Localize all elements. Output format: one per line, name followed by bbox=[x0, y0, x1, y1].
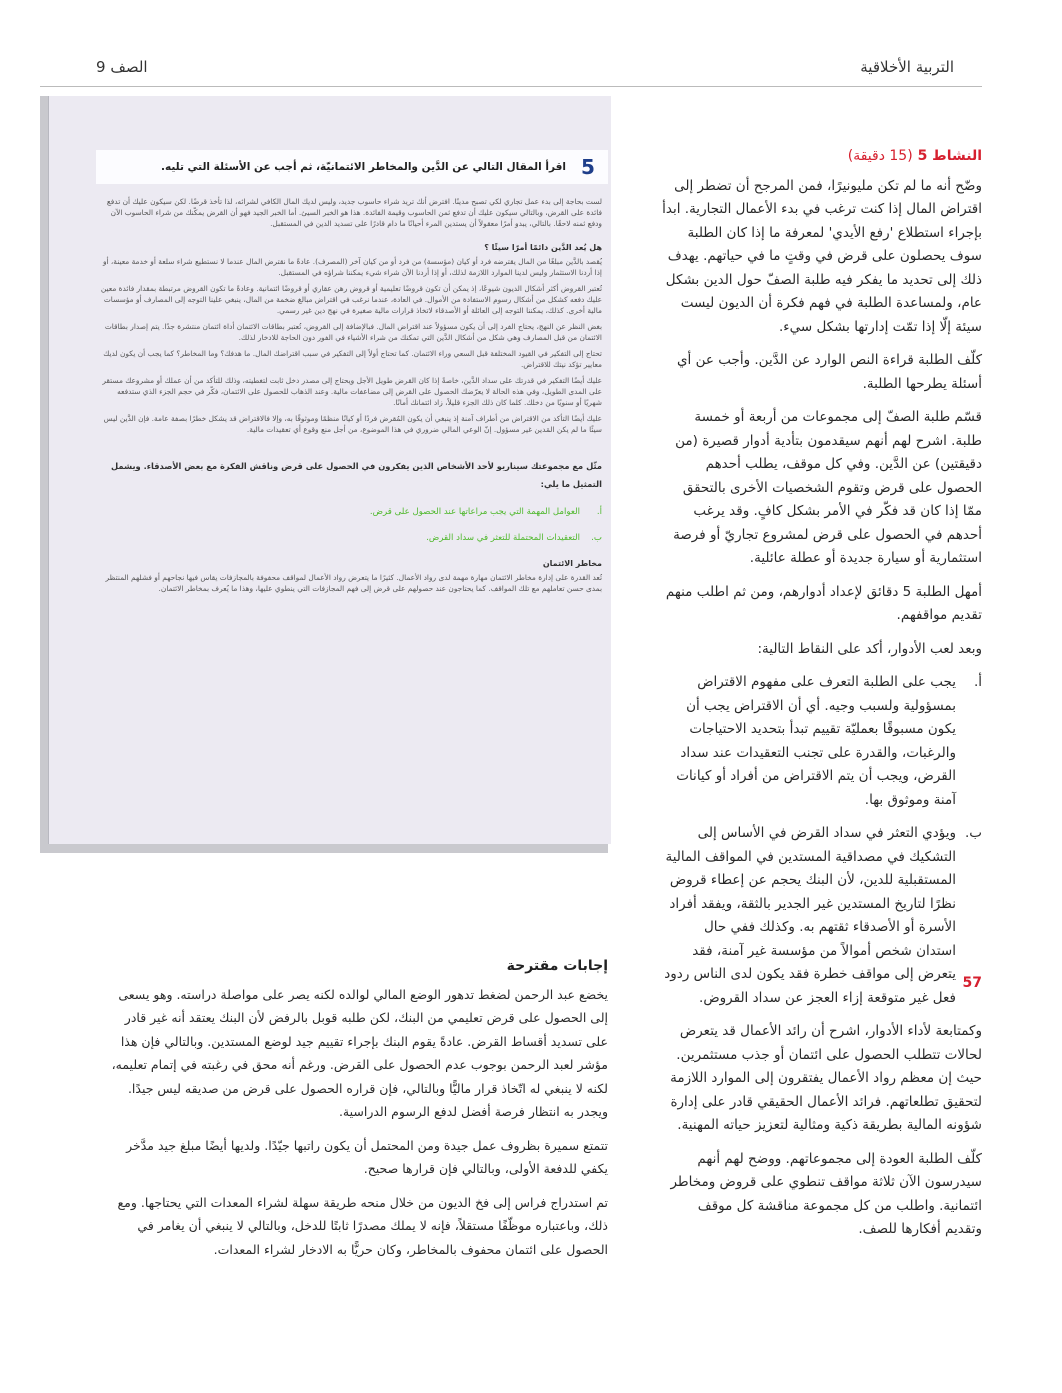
body-paragraph: يُقصد بالدَّين مبلغًا من المال يقترضه فرد أو كيان (مؤسسة) من فرد أو من كيان آخر (المصرف). عادةً ما نقترض المال عندما لا نستطيع شراء سلعة أو خدمة معينة، أو إذا أردنا الاستثمار وليس لدينا الموارد اللازمة لذلك، أو إذا أردنا الآن شراء شيء يمكننا شراؤه في المستقبل. bbox=[102, 257, 602, 277]
points-list bbox=[662, 671, 982, 1010]
page-number: 57 bbox=[962, 975, 982, 991]
activity-paragraph: وبعد لعب الأدوار، أكد على النقاط التالية: bbox=[757, 640, 982, 657]
list-item bbox=[662, 822, 982, 1010]
task-item-marker: ب. bbox=[591, 533, 602, 543]
activity-title: النشاط 5 bbox=[917, 148, 982, 164]
activity-paragraph: أمهل الطلبة 5 دقائق لإعداد أدوارهم، ومن ثم اطلب منهم تقديم مواقفهم. bbox=[665, 583, 982, 623]
subheading-credit-risk: مخاطر الائتمان bbox=[542, 559, 602, 568]
activity-heading bbox=[662, 145, 982, 169]
answer-paragraph: تم استدراج فراس إلى فخ الديون من خلال منحه طريقة سهلة لشراء المعدات التي يحتاجها. ومع ذلك، وباعتباره موظّفًا مستقلاً، فإنه لا يملك مصدرًا ثابتًا للدخل، وبالتالي لا ينبغي أن يغامر في الحصول على ائتمان محفوف بالمخاطر، وكان حريًّا به الادخار لشراء المعدات. bbox=[117, 1194, 608, 1257]
suggested-answers bbox=[108, 955, 608, 1271]
answer-paragraph: يخضع عبد الرحمن لضغط تدهور الوضع المالي لوالده لكنه يصر على مواصلة دراسته. وهو يسعى إلى الحصول على قرض تعليمي من البنك، لكن طلبه قوبل بالرفض لأن البنك يعتقد أنه غير قادر على تسديد أقساط القرض. عادةً يقوم البنك بإجراء تقييم جيد لوضع المستدين. وبالتالي فإن هذا مؤشر لعبد الرحمن بوجوب عدم الحصول على القرض. ورغم أنه محق في رغبته في إتمام تعليمه، لكنه لا ينبغي له اتّخاذ قرار ماليًّا وبالتالي، فإن قراره الحصول على قرض من صديقه ليس جيدًا. ويجدر به انتظار فرصة أفضل لدفع الرسوم الدراسية. bbox=[111, 986, 608, 1119]
header-divider bbox=[40, 86, 982, 87]
intro-paragraph: لست بحاجة إلى بدء عمل تجاري لكي تصبح مدينًا. افترض أنك تريد شراء حاسوب جديد، وليس لديك المال الكافي لشرائه، لذا تأخذ قرضًا. لكن سيكون عليك أن تدفع فائدة على القرض، وبالتالي سيكون عليك أن تدفع ثمن الحاسوب وقيمة الفائدة. هذا هو الخبر السيئ. أما الخبر الجيد فهو أن القرض يمكّنك من شراء الحاسوب الآن ودفع ثمنه لاحقًا. بالتالي، يبدو أمرًا معقولاً أن يستدين المرء أحيانًا ما دام قادرًا على تسديد الدين في المستقبل. bbox=[106, 197, 602, 228]
activity-paragraph: كلّف الطلبة قراءة النص الوارد عن الدَّين. وأجب عن أي أسئلة يطرحها الطلبة. bbox=[676, 352, 982, 392]
subheading-debt: هل يُعد الدَّين دائمًا أمرًا سيئًا ؟ bbox=[484, 243, 602, 252]
answer-paragraph: تتمتع سميرة بظروف عمل جيدة ومن المحتمل أن يكون راتبها جيّدًا. ولديها أيضًا مبلغ جيد مدَّخر يكفي للدفعة الأولى، وبالتالي فإن قرارها صحيح. bbox=[126, 1137, 608, 1176]
task-item bbox=[100, 533, 602, 543]
body-paragraph: عليك أيضًا التأكد من الاقتراض من أطراف آمنة إذ ينبغي أن يكون المُقرض فردًا أو كيانًا منظمًا وموثوقًا به، وإلا فالاقتراض قد يشكل خطرًا بصفة عامة. فإن الدَّين ليس سيئًا ما لم يكن المَدين غير مسؤول. إنّ الوعي المالي ضروري في هذا الموضوع، من أجل منع وقوع أي تعقيدات مالية. bbox=[103, 414, 602, 434]
task-item bbox=[100, 507, 602, 517]
question-text: اقرأ المقال التالي عن الدَّين والمخاطر الائتمانيّة، ثم أجب عن الأسئلة التي تليه. bbox=[161, 161, 566, 173]
subject-title: التربية الأخلاقية bbox=[860, 58, 954, 76]
task-item-marker: أ. bbox=[596, 507, 602, 517]
body-paragraph: تُعتبر القروض أكثر أشكال الديون شيوعًا، إذ يمكن أن تكون قروضًا تعليمية أو قروض رهن عقاري أو قروضًا ائتمانية. وعادةً ما تكون القروض مرتبطة بمقدار فائدة معين عليك دفعه كشكل من أشكال رسوم الاستفادة من الأموال. في العادة، عندما نرغب في اقتراض مبالغ ضخمة من المال، ينبغي علينا التوجه إلى المصارف أو مؤسسات مالية أخرى. كذلك، يمكننا التوجه إلى العائلة أو الأصدقاء لاتخاذ قرارات مالية صغيرة في نهج دين غير رسمي. bbox=[100, 284, 602, 315]
credit-paragraph: تُعد القدرة على إدارة مخاطر الائتمان مهارة مهمة لدى رواد الأعمال. كثيرًا ما يتعرض رواد الأعمال لمواقف محفوفة بالمجازفات يقاس فيها نجاحهم أو فشلهم المنتظر بمدى حسن تعاملهم مع تلك المواقف. كما يحتاجون عند حصولهم على قرض إلى فهم المجازفات التي ينطوي عليها، وهذا ما يُعرف بمخاطر الائتمان. bbox=[105, 573, 602, 593]
list-text: ويؤدي التعثر في سداد القرض في الأساس إلى التشكيك في مصداقية المستدين في المواقف المالية المستقبلية للدين، لأن البنك يحجم عن إعطاء قروض نظرًا لتاريخ المستدين غير الجدير بالثقة، ويفقد أفراد الأسرة أو الأصدقاء ثقتهم به. وكذلك ففي حال استدان شخص أموالاً من مؤسسة غير آمنة، فقد يتعرض إلى مواقف خطرة فقد يكون لدى الناس ردود فعل غير متوقعة إزاء العجز عن سداد القروض. bbox=[664, 825, 956, 1006]
list-text: يجب على الطلبة التعرف على مفهوم الاقتراض بمسؤولية ولسبب وجيه. أي أن الاقتراض يجب أن يكون مسبوقًا بعمليّة تقييم تبدأ بتحديد الاحتياجات والرغبات، والقدرة على تجنب التعقيدات عند سداد القرض، ويجب أن يتم الاقتراض من أفراد أو كيانات آمنة وموثوق بها. bbox=[676, 674, 956, 808]
role-play-task: مثّل مع مجموعتك سيناريو لأحد الأشخاص الذين يفكرون في الحصول على قرض وناقش الفكرة مع بعض الأصدقاء. ويشمل التمثيل ما يلي: bbox=[111, 461, 602, 489]
body-paragraph: عليك أيضًا التفكير في قدرتك على سداد الدَّين، خاصةً إذا كان القرض طويل الأجل ويحتاج إلى مصدر دخل ثابت لتغطيته، وذلك للتأكد من أن عملك أو مشروعك مستقر على المدى الطويل، وفي هذه الحالة لا يعرّضك الحصول على القرض إلى مضاعفات مالية. وعند الذهاب للحصول على الائتمان، فكّر في حجم الجزء الذي ستدفعه شهريًا أو سنويًا من دخلك. كلما كان ذلك الجزء قليلاً، زاد ائتمانك أمانًا. bbox=[102, 376, 602, 407]
list-marker: أ. bbox=[973, 674, 982, 690]
activity-paragraph: قسّم طلبة الصفّ إلى مجموعات من أربعة أو خمسة طلبة. اشرح لهم أنهم سيقدمون بتأدية أدوار قصيرة (من دقيقتين) عن الدَّين. وفي كل موقف، يطلب أحدهم الحصول على قرض وتقوم الشخصيات الأخرى بالتحقق ممّا إذا كان قد فكّر في الأمر بشكل كافٍ. وقد يرغب أحدهم في الحصول على قرض لمشروع تجاريّ أو فرصة استثمارية أو سيارة جديدة أو عطلة عائلية. bbox=[673, 409, 982, 566]
body-paragraph: بغض النظر عن النهج، يحتاج الفرد إلى أن يكون مسؤولاً عند اقتراض المال. فبالإضافة إلى القروض، تُعتبر بطاقات الائتمان أداة ائتمان منتشرة جدًا. يتم إصدار بطاقات الائتمان من قبل المصارف وهي شكل من أشكال الدَّين التي تمكنك من شراء الأشياء في الفور دون الحاجة للادخار لذلك. bbox=[104, 322, 602, 342]
question-number: 5 bbox=[581, 155, 595, 179]
task-item-text: العوامل المهمة التي يجب مراعاتها عند الحصول على قرض. bbox=[369, 507, 580, 517]
list-marker: ب. bbox=[964, 825, 982, 841]
answers-heading: إجابات مقترحة bbox=[506, 958, 608, 974]
grade-label: الصف 9 bbox=[96, 58, 148, 76]
activity-paragraph: كلّف الطلبة العودة إلى مجموعاتهم. ووضح لهم أنهم سيدرسون الآن ثلاثة مواقف تنطوي على قروض ومخاطر ائتمانية. واطلب من كل مجموعة مناقشة كل موقف وتقديم أفكارها للصف. bbox=[670, 1150, 982, 1237]
task-item-text: التعقيدات المحتملة للتعثر في سداد القرض. bbox=[426, 533, 580, 543]
activity-paragraph: وكمتابعة لأداء الأدوار، اشرح أن رائد الأعمال قد يتعرض لحالات تتطلب الحصول على ائتمان أو جذب مستثمرين. حيث إن معظم رواد الأعمال يفتقرون إلى الموارد اللازمة لتحقيق تطلعاتهم. فرائد الأعمال الحقيقي قادر على إدارة شؤونه المالية بطريقة ذكية ومثالية لتعزيز حياته المهنية. bbox=[670, 1023, 982, 1133]
activity-duration: (15 دقيقة) bbox=[847, 148, 913, 164]
list-item bbox=[662, 671, 982, 812]
body-paragraph: تحتاج إلى التفكير في القيود المختلفة قبل السعي وراء الائتمان. كما تحتاج أولاً إلى التفكير في سبب اقتراضك المال. ما هدفك؟ وما المخاطر؟ كما يجب أن يكون لديك معايير تؤكد نيتك للاقتراض. bbox=[103, 349, 602, 369]
question-row bbox=[100, 150, 602, 184]
activity-column bbox=[662, 145, 982, 1252]
embedded-content bbox=[100, 150, 602, 599]
activity-paragraph: وضّح أنه ما لم تكن مليونيرًا، فمن المرجح أن تضطر إلى اقتراض المال إذا كنت ترغب في بدء الأعمال التجارية. ابدأ بإجراء استطلاع 'رفع الأيدي' لمعرفة ما إذا كان الطلبة سوف يحصلون على قرض في وقتٍ ما في حياتهم. يهدف ذلك إلى تحديد ما يفكر فيه طلبة الصفّ حول الدين بشكل عام، ولمساعدة الطلبة في فهم فكرة أن الديون ليست سيئة إلّا إذا تمّت إدارتها بشكل سيء. bbox=[662, 177, 982, 335]
